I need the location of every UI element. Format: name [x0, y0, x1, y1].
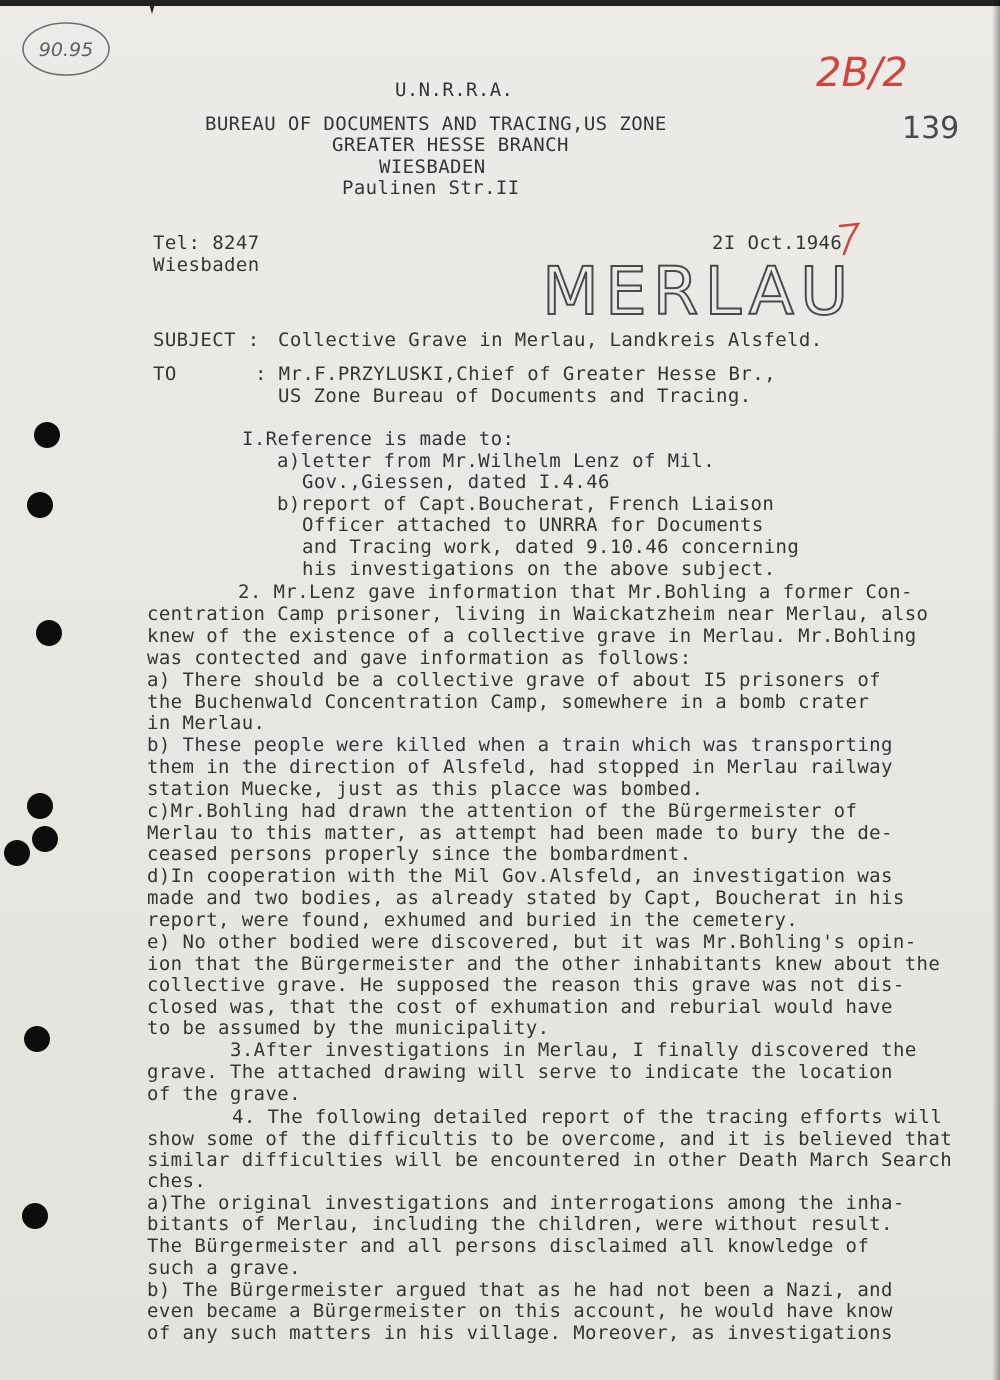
- body-line: Gov.,Giessen, dated I.4.46: [302, 471, 610, 493]
- punch-hole: [4, 840, 30, 866]
- punch-hole: [34, 422, 60, 448]
- body-line: a)The original investigations and interrogations among the inha-: [147, 1192, 905, 1214]
- body-line: of any such matters in his village. Moreover, as investigations: [147, 1322, 893, 1344]
- punch-hole: [36, 620, 62, 646]
- punch-hole: [27, 492, 53, 518]
- punch-hole: [24, 1026, 50, 1052]
- body-line: b) The Bürgermeister argued that as he had not been a Nazi, and: [147, 1279, 893, 1301]
- scan-notch: [148, 0, 156, 14]
- body-line: Merlau to this matter, as attempt had been made to bury the de-: [147, 822, 893, 844]
- header-branch: GREATER HESSE BRANCH: [332, 134, 569, 156]
- body-line: centration Camp prisoner, living in Waickatzheim near Merlau, also: [147, 603, 929, 625]
- contact-city: Wiesbaden: [153, 254, 260, 276]
- body-line: was contected and gave information as follows:: [147, 647, 692, 669]
- body-line: such a grave.: [147, 1257, 301, 1279]
- body-line: a) There should be a collective grave of about I5 prisoners of: [147, 669, 882, 691]
- body-line: b)report of Capt.Boucherat, French Liaison: [277, 493, 775, 515]
- body-line: even became a Bürgermeister on this account, he would have know: [147, 1300, 893, 1322]
- pencil-circle-stamp: [18, 18, 114, 80]
- place-name: MERLAU: [542, 253, 855, 328]
- red-reference-mark: [812, 42, 932, 102]
- page-number-mark: [898, 104, 978, 150]
- to-recipient-office: US Zone Bureau of Documents and Tracing.: [278, 385, 752, 407]
- scan-right-edge: [992, 0, 1000, 1380]
- body-line: station Muecke, just as this placce was bombed.: [147, 778, 704, 800]
- body-line: b) These people were killed when a train which was transporting: [147, 734, 893, 756]
- body-line: closed was, that the cost of exhumation and reburial would have: [147, 996, 893, 1018]
- body-line: c)Mr.Bohling had drawn the attention of the Bürgermeister of: [147, 800, 858, 822]
- punch-hole: [27, 793, 53, 819]
- header-city: WIESBADEN: [379, 156, 486, 178]
- body-line: I.Reference is made to:: [242, 428, 515, 450]
- body-line: report, were found, exhumed and buried in the cemetery.: [147, 909, 799, 931]
- to-recipient: : Mr.F.PRZYLUSKI,Chief of Greater Hesse Br.,: [255, 363, 776, 385]
- body-line: 4. The following detailed report of the tracing efforts will: [232, 1106, 943, 1128]
- body-line: similar difficulties will be encountered in other Death March Search: [147, 1149, 953, 1171]
- body-line: collective grave. He supposed the reason this grave was not dis-: [147, 974, 905, 996]
- header-street: Paulinen Str.II: [342, 177, 520, 199]
- red-reference-code: 2B/2: [816, 50, 908, 96]
- stamp-number: 90.95: [38, 39, 94, 61]
- subject-label: SUBJECT :: [153, 329, 260, 351]
- body-line: the Buchenwald Concentration Camp, somewhere in a bomb crater: [147, 691, 870, 713]
- body-line: Officer attached to UNRRA for Documents: [302, 514, 764, 536]
- body-line: to be assumed by the municipality.: [147, 1017, 550, 1039]
- punch-hole: [32, 826, 58, 852]
- body-line: his investigations on the above subject.: [302, 558, 776, 580]
- body-line: of the grave.: [147, 1083, 301, 1105]
- document-date: 2I Oct.1946: [712, 232, 843, 254]
- body-line: a)letter from Mr.Wilhelm Lenz of Mil.: [277, 450, 716, 472]
- body-line: knew of the existence of a collective grave in Merlau. Mr.Bohling: [147, 625, 917, 647]
- body-line: ceased persons properly since the bombardment.: [147, 843, 692, 865]
- body-line: made and two bodies, as already stated by Capt, Boucherat in his: [147, 887, 905, 909]
- punch-hole: [22, 1203, 48, 1229]
- body-line: show some of the difficultis to be overcome, and it is believed that: [147, 1128, 953, 1150]
- body-line: bitants of Merlau, including the children, were without result.: [147, 1213, 893, 1235]
- telephone: Tel: 8247: [153, 232, 260, 254]
- body-line: in Merlau.: [147, 712, 266, 734]
- to-label: TO: [153, 363, 177, 385]
- body-line: d)In cooperation with the Mil Gov.Alsfeld, an investigation was: [147, 865, 893, 887]
- subject-text: Collective Grave in Merlau, Landkreis Alsfeld.: [278, 329, 823, 351]
- body-line: grave. The attached drawing will serve to indicate the location: [147, 1061, 893, 1083]
- body-line: ion that the Bürgermeister and the other inhabitants knew about the: [147, 953, 941, 975]
- body-line: 3.After investigations in Merlau, I finally discovered the: [230, 1039, 917, 1061]
- header-org: U.N.R.R.A.: [395, 79, 514, 101]
- body-line: The Bürgermeister and all persons disclaimed all knowledge of: [147, 1235, 870, 1257]
- body-line: and Tracing work, dated 9.10.46 concerning: [302, 536, 800, 558]
- header-bureau: BUREAU OF DOCUMENTS AND TRACING,US ZONE: [205, 113, 667, 135]
- body-line: e) No other bodied were discovered, but it was Mr.Bohling's opin-: [147, 931, 917, 953]
- body-line: them in the direction of Alsfeld, had stopped in Merlau railway: [147, 756, 893, 778]
- page-number: 139: [902, 111, 960, 146]
- body-line: ches.: [147, 1170, 207, 1192]
- body-line: 2. Mr.Lenz gave information that Mr.Bohling a former Con-: [238, 581, 913, 603]
